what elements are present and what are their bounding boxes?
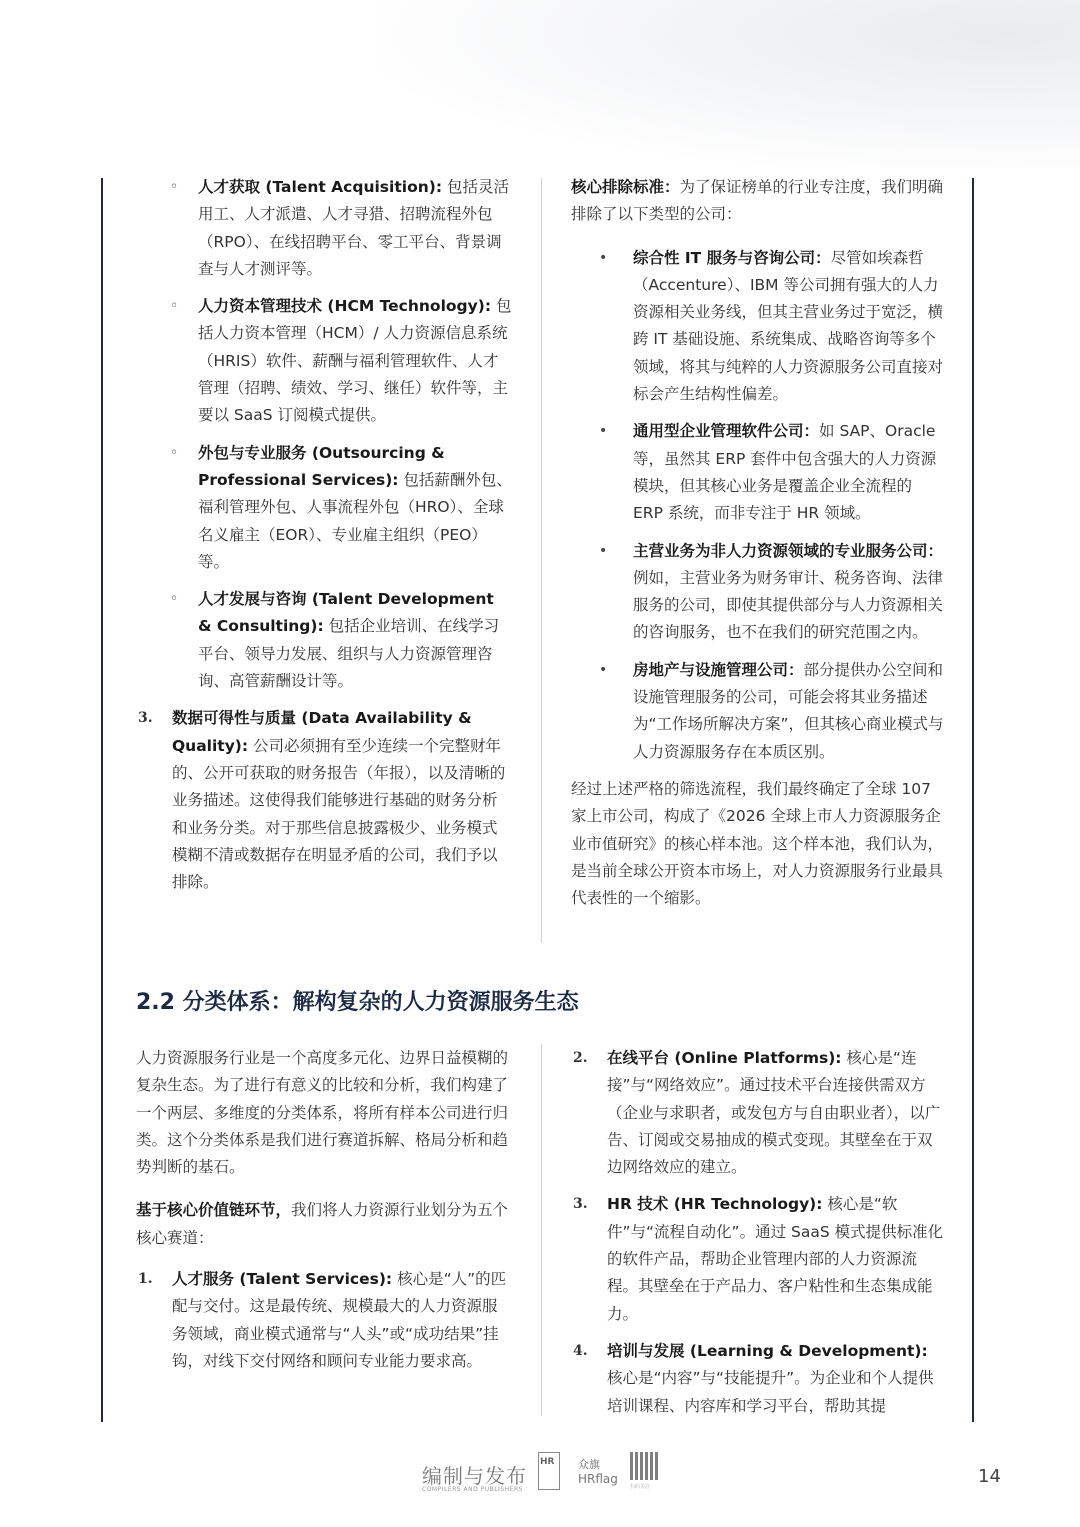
right-bottom-column <box>571 1045 945 1430</box>
circle-bullet-icon: ◦ <box>170 591 179 608</box>
qr-code-label: 扫码关注 <box>630 1484 651 1490</box>
track-number: 2. <box>573 1050 588 1066</box>
logo-mark: HR <box>540 1457 555 1467</box>
track-number: 3. <box>573 1196 588 1213</box>
taxonomy-lead-term: 基于核心价值链环节， <box>136 1201 292 1220</box>
track-term: 人才服务 (Talent Services): <box>172 1270 393 1289</box>
exclusion-term: 房地产与设施管理公司： <box>633 660 804 679</box>
exclusion-item <box>571 538 945 647</box>
right-top-column <box>571 174 945 922</box>
track-text: 核心是“连接”与“网络效应”。通过技术平台连接供需双方（企业与求职者，或发包方与自由职业者），以广告、订阅或交易抽成的模式变现。其壁垒在于双边网络效应的建立。 <box>607 1049 941 1177</box>
qr-code-icon <box>630 1452 658 1480</box>
track-number: 1. <box>138 1271 153 1288</box>
left-top-column <box>136 174 512 906</box>
exclusion-term: 综合性 IT 服务与咨询公司： <box>633 248 831 267</box>
bullet-icon: • <box>599 661 608 678</box>
header-texture <box>380 0 1080 170</box>
track-item <box>571 1191 945 1327</box>
exclusion-text: 尽管如埃森哲（Accenture）、IBM 等公司拥有强大的人力资源相关业务线，但其主营业务过于宽泛，横跨 IT 基础设施、系统集成、战略咨询等多个领域，将其与纯粹的人力资源服务公司直接对标会产生结构性偏差。 <box>633 248 944 404</box>
column-divider-bottom <box>541 1044 542 1416</box>
bullet-icon: • <box>599 423 608 440</box>
exclusion-intro-text: 为了保证榜单的行业专注度，我们明确排除了以下类型的公司： <box>571 178 944 224</box>
track-text: 核心是“软件”与“流程自动化”。通过 SaaS 模式提供标准化的软件产品，帮助企业管理内部的人力资源流程。其壁垒在于产品力、客户粘性和生态集成能力。 <box>607 1195 944 1323</box>
sub-item-text: 包括薪酬外包、福利管理外包、人事流程外包（HRO）、全球名义雇主（EOR）、专业雇主组织（PEO）等。 <box>198 470 512 571</box>
exclusion-intro <box>571 174 945 229</box>
exclusion-term: 主营业务为非人力资源领域的专业服务公司： <box>633 541 944 560</box>
exclusion-item <box>571 245 945 409</box>
sub-item-term: 人才获取 (Talent Acquisition): <box>198 178 443 196</box>
sub-item-text: 包括人力资本管理（HCM）/ 人力资源信息系统（HRIS）软件、薪酬与福利管理软件、人才管理（招聘、绩效、学习、继任）软件等，主要以 SaaS 订阅模式提供。 <box>198 297 512 425</box>
column-divider-top <box>541 178 542 943</box>
track-item <box>136 1266 512 1375</box>
sub-item-text: 包括企业培训、在线学习平台、领导力发展、组织与人力资源管理咨询、高管薪酬设计等。 <box>198 617 500 691</box>
sub-item-text: 包括灵活用工、人才派遣、人才寻猎、招聘流程外包（RPO）、在线招聘平台、零工平台、背景调查与人才测评等。 <box>198 178 509 278</box>
exclusion-text: 如 SAP、Oracle 等，虽然其 ERP 套件中包含强大的人力资源模块，但其核心业务是覆盖企业全流程的 ERP 系统，而非专注于 HR 领域。 <box>633 422 937 523</box>
sub-item-term: 外包与专业服务 (Outsourcing & Professional Services): <box>198 443 445 489</box>
circle-bullet-icon: ◦ <box>170 179 179 195</box>
criterion-text: 公司必须拥有至少连续一个完整财年的、公开可获取的财务报告（年报），以及清晰的业务描述。这使得我们能够进行基础的财务分析和业务分类。对于那些信息披露极少、业务模式模糊不清或数据存在明显矛盾的公司，我们予以排除。 <box>172 736 506 892</box>
sub-item <box>136 293 512 429</box>
section-heading: 2.2 分类体系：解构复杂的人力资源服务生态 <box>136 990 579 1015</box>
sub-item-term: 人才发展与咨询 (Talent Development & Consulting): <box>198 590 494 636</box>
right-margin-rule <box>972 178 974 1422</box>
conclusion-paragraph: 经过上述严格的筛选流程，我们最终确定了全球 107 家上市公司，构成了《2026 全球上市人力资源服务企业市值研究》的核心样本池。这个样本池，我们认为，是当前全球公开资本市场上，对人力资源服务行业最具代表性的一个缩影。 <box>571 779 944 908</box>
page-number: 14 <box>978 1466 1001 1487</box>
taxonomy-lead <box>136 1197 512 1252</box>
sub-item-term: 人力资本管理技术 (HCM Technology): <box>198 297 492 316</box>
exclusion-text: 例如，主营业务为财务审计、税务咨询、法律服务的公司，即使其提供部分与人力资源相关的咨询服务，也不在我们的研究范围之内。 <box>633 568 944 642</box>
publisher-subtitle: COMPILERS AND PUBLISHERS <box>422 1486 523 1493</box>
bullet-icon: • <box>599 542 608 559</box>
sub-item <box>136 586 512 695</box>
track-term: HR 技术 (HR Technology): <box>607 1195 823 1214</box>
track-text: 核心是“人”的匹配与交付。这是最传统、规模最大的人力资源服务领域，商业模式通常与“人头”或“成功结果”挂钩，对线下交付网络和顾问专业能力要求高。 <box>172 1270 507 1370</box>
bullet-icon: • <box>599 249 608 266</box>
exclusion-term: 通用型企业管理软件公司： <box>633 422 820 441</box>
page-footer <box>0 1452 1080 1512</box>
taxonomy-lead-text: 我们将人力资源行业划分为五个核心赛道： <box>136 1201 509 1247</box>
track-item <box>571 1045 945 1181</box>
left-margin-rule <box>101 178 103 1422</box>
criterion-term: 数据可得性与质量 (Data Availability & Quality): <box>172 709 472 755</box>
sub-item <box>136 440 512 576</box>
circle-bullet-icon: ◦ <box>170 298 179 315</box>
exclusion-item <box>571 418 945 527</box>
circle-bullet-icon: ◦ <box>170 444 179 461</box>
logo-chinese-name: 众旗 <box>578 1458 600 1471</box>
exclusion-intro-term: 核心排除标准： <box>571 178 680 196</box>
track-item <box>571 1338 945 1420</box>
taxonomy-intro: 人力资源服务行业是一个高度多元化、边界日益模糊的复杂生态。为了进行有意义的比较和分析，我们构建了一个两层、多维度的分类体系，将所有样本公司进行归类。这个分类体系是我们进行赛道拆解、格局分析和趋势判断的基石。 <box>136 1049 509 1177</box>
publisher-label: 编制与发布 <box>422 1464 527 1488</box>
track-number: 4. <box>573 1342 588 1359</box>
exclusion-item <box>571 657 945 766</box>
track-text: 核心是“内容”与“技能提升”。为企业和个人提供培训课程、内容库和学习平台，帮助其提 <box>607 1369 934 1415</box>
criterion-number: 3. <box>138 710 153 727</box>
criterion-item <box>136 705 512 896</box>
track-term: 培训与发展 (Learning & Development): <box>607 1341 928 1360</box>
exclusion-text: 部分提供办公空间和设施管理服务的公司，可能会将其业务描述为“工作场所解决方案”，但其核心商业模式与人力资源服务存在本质区别。 <box>633 660 944 761</box>
sub-item <box>136 174 512 283</box>
track-term: 在线平台 (Online Platforms): <box>607 1049 842 1067</box>
left-bottom-column <box>136 1045 512 1385</box>
logo-english-name: HRflag <box>578 1472 618 1486</box>
